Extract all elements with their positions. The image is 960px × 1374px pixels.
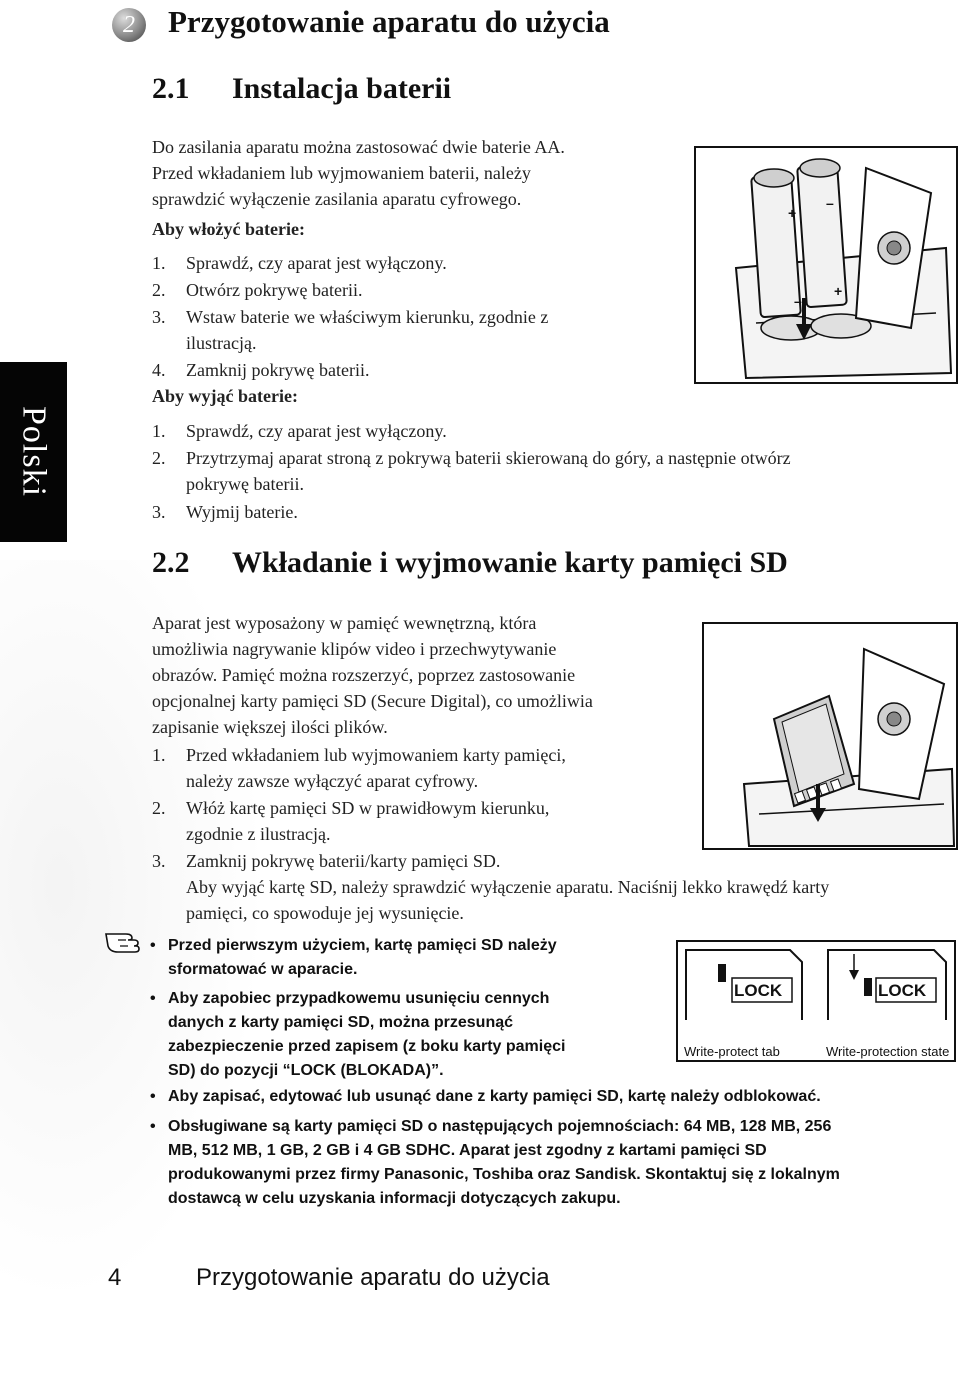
chapter-title: Przygotowanie aparatu do użycia	[168, 4, 610, 39]
list-item: 2. Przytrzymaj aparat stroną z pokrywą baterii skierowaną do góry, a następnie otwórz pokrywę baterii.	[152, 448, 791, 494]
battery-intro	[152, 134, 565, 212]
intro-line: obrazów. Pamięć można rozszerzyć, poprzez zastosowanie	[152, 665, 576, 685]
footer-title: Przygotowanie aparatu do użycia	[196, 1264, 550, 1291]
chapter-number-badge: 2	[112, 8, 146, 42]
plus-sign: +	[788, 205, 797, 221]
bullet-icon: •	[150, 1118, 156, 1135]
list-item: 1. Sprawdź, czy aparat jest wyłączony.	[152, 253, 447, 273]
intro-line: Aparat jest wyposażony w pamięć wewnętrzną, która	[152, 613, 537, 633]
list-item: 2. Włóż kartę pamięci SD w prawidłowym kierunku, zgodnie z ilustracją.	[152, 798, 550, 844]
section-number: 2.2	[152, 546, 190, 579]
write-protect-tab-caption: Write-protect tab	[684, 1044, 780, 1059]
sd-card-insertion-illustration	[702, 622, 958, 850]
write-protect-illustration	[676, 940, 956, 1062]
minus-sign: –	[826, 195, 834, 211]
lock-label: LOCK	[878, 981, 927, 1000]
pointing-hand-icon	[104, 924, 144, 956]
list-item: 3. Wyjmij baterie.	[152, 502, 298, 522]
intro-line: zapisanie większej ilości plików.	[152, 717, 388, 737]
language-side-tab	[0, 362, 67, 542]
list-item: 3. Wstaw baterie we właściwym kierunku, zgodnie z ilustracją.	[152, 307, 549, 353]
minus-sign: –	[794, 293, 802, 309]
section-number: 2.1	[152, 72, 190, 105]
sd-card-illustration-svg	[704, 624, 956, 848]
list-item: 1. Przed wkładaniem lub wyjmowaniem karty pamięci, należy zawsze wyłączyć aparat cyfrowy.	[152, 745, 566, 791]
battery-illustration-svg	[696, 148, 956, 382]
note-item: • Przed pierwszym użyciem, kartę pamięci SD należy sformatować w aparacie.	[150, 934, 670, 982]
insert-battery-heading: Aby włożyć baterie:	[152, 219, 305, 239]
plus-sign: +	[834, 283, 843, 299]
remove-battery-heading: Aby wyjąć baterie:	[152, 386, 298, 406]
list-item: 3. Zamknij pokrywę baterii/karty pamięci SD. Aby wyjąć kartę SD, należy sprawdzić wyłączenie aparatu. Naciśnij lekko krawędź karty pamięci, co spowoduje jej wysunięcie.	[152, 851, 830, 923]
intro-line: umożliwia nagrywanie klipów video i przechwytywanie	[152, 639, 557, 659]
write-protection-state-caption: Write-protection state	[826, 1044, 950, 1059]
language-label: Polski	[15, 406, 53, 498]
intro-line: opcjonalnej karty pamięci SD (Secure Digital), co umożliwia	[152, 691, 593, 711]
bullet-icon: •	[150, 937, 156, 954]
bullet-icon: •	[150, 990, 156, 1007]
battery-insertion-illustration	[694, 146, 958, 384]
list-item: 1. Sprawdź, czy aparat jest wyłączony.	[152, 421, 447, 441]
note-item: • Aby zapobiec przypadkowemu usunięciu cennych danych z karty pamięci SD, można przesunąć zabezpieczenie przed zapisem (z boku karty pamięci SD) do pozycji “LOCK (BLOKADA)”.	[150, 987, 670, 1083]
bullet-icon: •	[150, 1088, 156, 1105]
section-title: Instalacja baterii	[232, 72, 452, 105]
intro-line: sprawdzić wyłączenie zasilania aparatu cyfrowego.	[152, 189, 522, 209]
sd-card-intro	[152, 610, 593, 740]
list-item: 4. Zamknij pokrywę baterii.	[152, 360, 370, 380]
note-item: • Aby zapisać, edytować lub usunąć dane z karty pamięci SD, kartę należy odblokować.	[150, 1085, 950, 1109]
note-item: • Obsługiwane są karty pamięci SD o następujących pojemnościach: 64 MB, 128 MB, 256 MB, 512 MB, 1 GB, 2 GB i 4 GB SDHC. Aparat jest zgodny z kartami pamięci SD produkowanymi przez firmy Panasonic, Toshiba oraz Sandisk. Skontaktuj się z lokalnym dostawcą w celu uzyskania informacji dotyczących zakupu.	[150, 1115, 950, 1211]
page-number: 4	[108, 1264, 122, 1291]
lock-tab-svg	[678, 942, 954, 1032]
intro-line: Przed wkładaniem lub wyjmowaniem baterii, należy	[152, 163, 531, 183]
lock-label: LOCK	[734, 981, 783, 1000]
section-heading-battery	[152, 72, 451, 106]
intro-line: Do zasilania aparatu można zastosować dwie baterie AA.	[152, 137, 565, 157]
section-title: Wkładanie i wyjmowanie karty pamięci SD	[232, 546, 788, 579]
section-heading-sd-card	[152, 546, 788, 580]
list-item: 2. Otwórz pokrywę baterii.	[152, 280, 363, 300]
